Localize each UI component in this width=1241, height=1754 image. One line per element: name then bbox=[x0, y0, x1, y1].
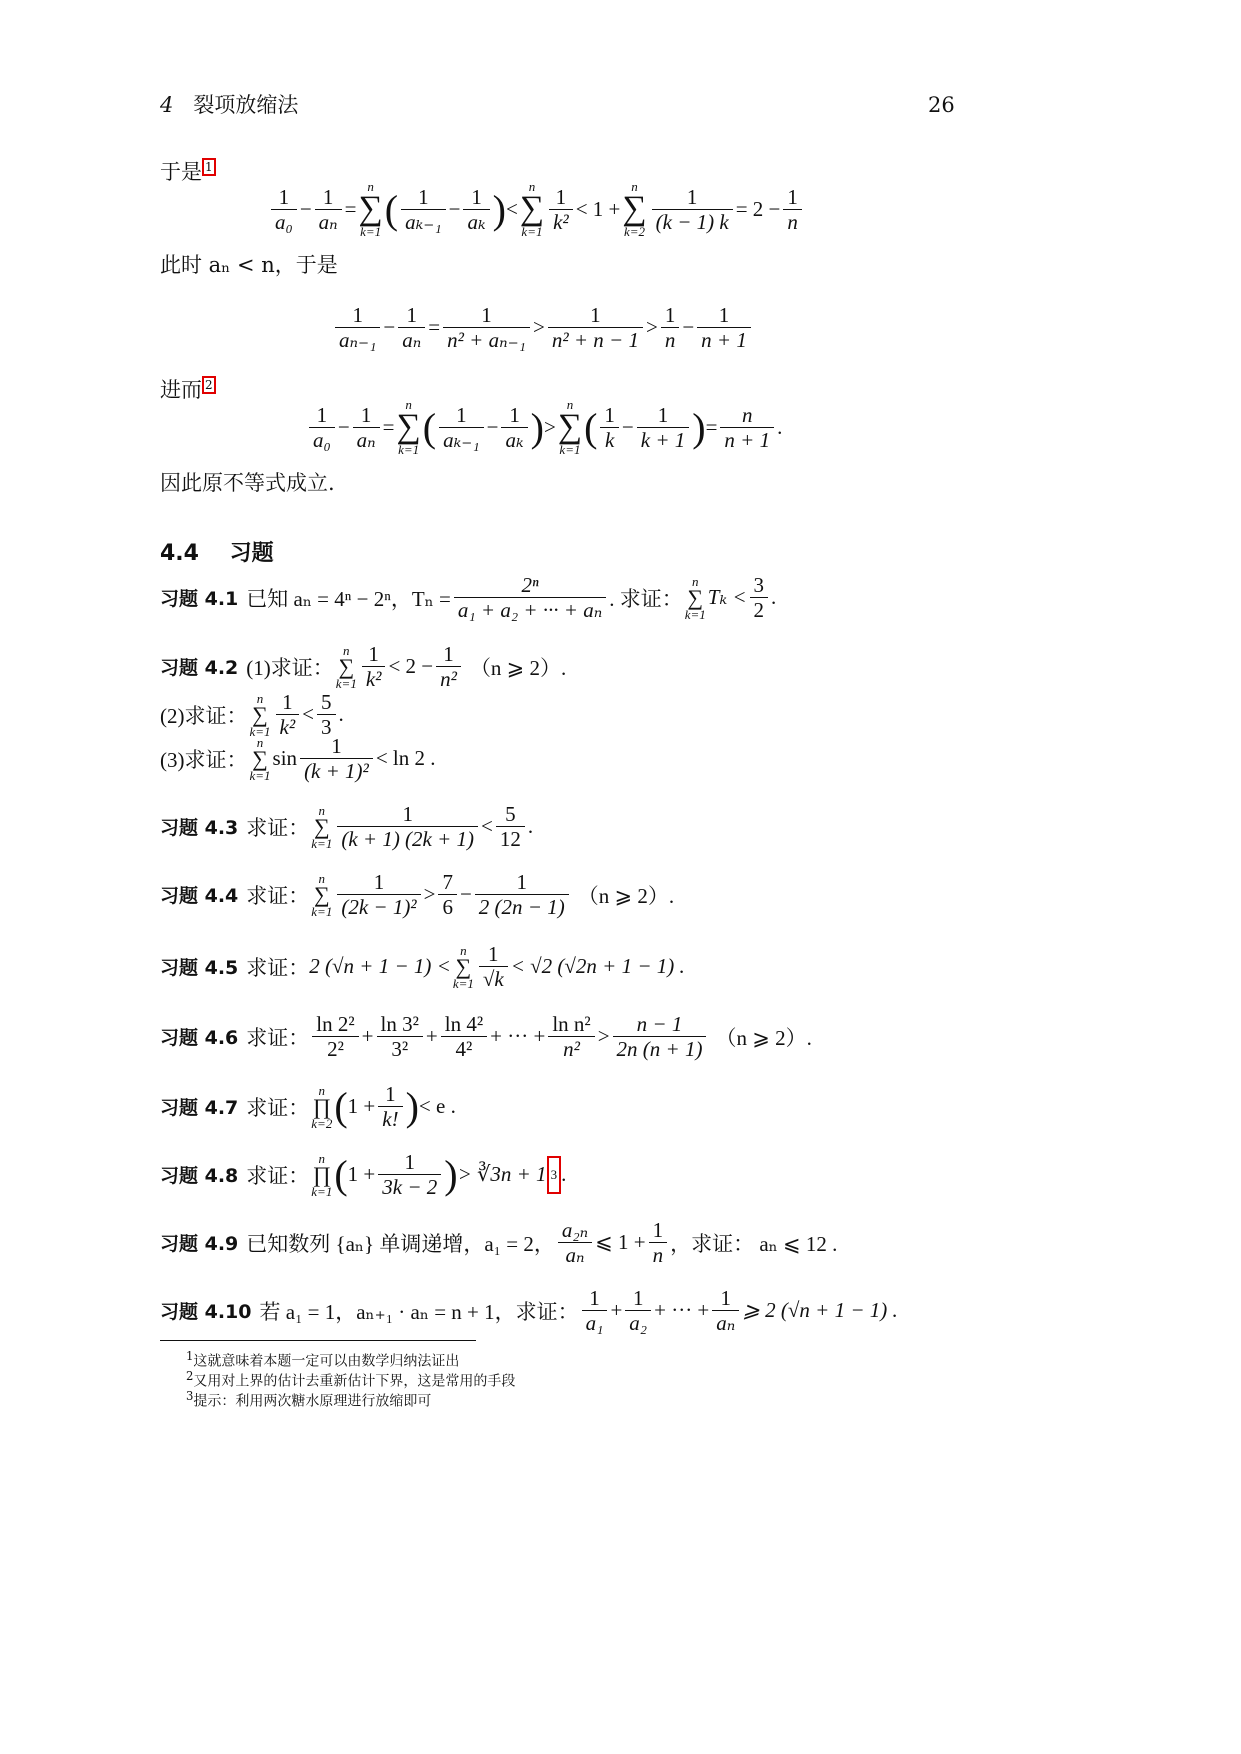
exercise-label: 习题 4.7 bbox=[160, 1097, 239, 1119]
frac-den: aₖ bbox=[505, 427, 524, 452]
frac-num: 1 bbox=[649, 1218, 668, 1243]
footnote-number: 1 bbox=[186, 1349, 194, 1363]
frac-num: 1 bbox=[353, 403, 380, 428]
exercise-text: （n ⩾ 2）. bbox=[715, 1025, 812, 1050]
frac-den: aₙ bbox=[318, 209, 338, 234]
sum-bottom: k=1 bbox=[521, 224, 543, 239]
frac-den: a₀ bbox=[313, 427, 331, 452]
sum-top: n bbox=[318, 870, 326, 886]
frac-den: k² bbox=[553, 209, 569, 234]
running-header bbox=[160, 92, 298, 118]
frac-den: n bbox=[664, 328, 676, 352]
frac-num: 1 bbox=[398, 303, 425, 328]
sum-bottom: k=1 bbox=[559, 442, 581, 457]
exercise-text: （n ⩾ 2）. bbox=[469, 655, 567, 680]
sum-bottom: k=2 bbox=[623, 224, 646, 239]
exercise-text: < 2 − bbox=[388, 654, 434, 678]
frac-den: 12 bbox=[499, 827, 521, 851]
sum-bottom: k=1 bbox=[249, 723, 271, 739]
frac-den: a₂ bbox=[629, 1311, 648, 1335]
sum-top: n bbox=[343, 642, 350, 658]
frac-num: 7 bbox=[438, 870, 457, 895]
frac-den: aₙ bbox=[716, 1311, 736, 1335]
frac-num: 5 bbox=[496, 802, 525, 827]
para-conclusion: 因此原不等式成立. bbox=[160, 471, 335, 495]
frac-den: a₀ bbox=[275, 209, 293, 234]
exercise-label: 习题 4.6 bbox=[160, 1027, 239, 1049]
frac-den: a₁ bbox=[585, 1311, 604, 1335]
exercise-label: 习题 4.8 bbox=[160, 1165, 239, 1187]
exercise-4-2: 习题 4.2 (1)求证： n ∑ k=1 $\frac{1}{\text{k²}}$ < 2 − $\frac{1}{\text{n²}}$ （n ⩾ 2）. bbox=[160, 642, 567, 691]
para-further bbox=[160, 376, 216, 403]
footnote-ref-3[interactable]: 3 bbox=[547, 1156, 562, 1194]
sum-bottom: k=1 bbox=[249, 767, 271, 783]
frac-den: n² + aₙ₋₁ bbox=[447, 328, 526, 352]
frac-den: n² bbox=[440, 667, 457, 691]
footnote-3 bbox=[186, 1386, 431, 1412]
exercise-label: 习题 4.1 bbox=[160, 588, 239, 610]
frac-den: 3k − 2 bbox=[382, 1175, 438, 1199]
exercise-text: (2)求证： bbox=[160, 703, 248, 728]
exercise-text: 已知数列 {aₙ} 单调递增，a₁ = 2， bbox=[246, 1231, 555, 1256]
frac-num: a₂ₙ bbox=[558, 1218, 592, 1243]
para-then: 此时 aₙ < n，于是 bbox=[160, 253, 338, 277]
frac-num: 1 bbox=[625, 1286, 651, 1311]
frac-den: k² bbox=[279, 715, 296, 739]
frac-num: 1 bbox=[439, 403, 484, 428]
exercise-label: 习题 4.5 bbox=[160, 957, 239, 979]
frac-num: ln 2² bbox=[312, 1012, 358, 1037]
frac-num: 2ⁿ bbox=[454, 573, 606, 598]
exercise-4-1: 习题 4.1 已知 aₙ = 4ⁿ − 2ⁿ，Tₙ = $\frac{\text{2ⁿ}}{\text{a₁ + a₂ + ··· + aₙ}}$ . 求证： n ∑ k=1 Tₖ < $\frac{3}{2}$ . bbox=[160, 573, 777, 622]
sum-bottom: k=1 bbox=[452, 975, 474, 991]
exercise-4-4: 习题 4.4 求证： n ∑ k=1 $\frac{1}{\text{(2k − 1)²}}$ > $\frac{7}{6}$ − $\frac{1}{2 (2n - 1)}$ （n ⩾ 2）. bbox=[160, 870, 675, 919]
exercise-4-8: 习题 4.8 求证： n ∏ k=1 ( 1 + $\frac{1}{3k - 2}$ ) > ∛3n + 1 3 . bbox=[160, 1150, 567, 1199]
frac-num: 1 bbox=[600, 403, 619, 428]
footnote-text: 又用对上界的估计去重新估计下界，这是常用的手段 bbox=[193, 1373, 516, 1390]
frac-num: 5 bbox=[317, 690, 336, 715]
frac-den: 2 (2n − 1) bbox=[478, 895, 565, 919]
frac-den: k² bbox=[365, 667, 382, 691]
frac-num: ln 3² bbox=[377, 1012, 423, 1037]
frac-num: 1 bbox=[443, 303, 530, 328]
sum-top: n bbox=[318, 1082, 326, 1098]
footnote-text: 这就意味着本题一定可以由数学归纳法证出 bbox=[193, 1353, 460, 1370]
relation: = 2 − bbox=[735, 196, 781, 221]
frac-num: 1 bbox=[783, 185, 802, 210]
exercise-label: 习题 4.2 bbox=[160, 657, 239, 679]
sum-top: n bbox=[405, 397, 412, 412]
exercise-4-2-part2: (2)求证： n ∑ k=1 $\frac{1}{\text{k²}}$ < $\frac{5}{3}$ . bbox=[160, 690, 344, 739]
exercise-text: 求证： bbox=[246, 883, 310, 908]
section-number: 4.4 bbox=[160, 541, 199, 566]
frac-num: 1 bbox=[362, 642, 386, 667]
frac-num: 1 bbox=[337, 870, 420, 895]
frac-num: 1 bbox=[549, 185, 573, 210]
exercise-4-2-part3: (3)求证： n ∑ k=1 sin $\frac{1}{\text{(k + 1)²}}$ < ln 2 . bbox=[160, 734, 436, 783]
sum-bottom: k=1 bbox=[684, 606, 706, 622]
exercise-text: < bbox=[302, 702, 315, 726]
frac-num: 1 bbox=[335, 303, 380, 328]
frac-den: 6 bbox=[442, 895, 453, 919]
frac-num: 1 bbox=[582, 1286, 608, 1311]
exercise-label: 习题 4.9 bbox=[160, 1233, 239, 1255]
frac-num: ln n² bbox=[548, 1012, 594, 1037]
footnote-number: 3 bbox=[186, 1389, 194, 1403]
exercise-text: 求证： bbox=[246, 1025, 310, 1050]
sum-top: n bbox=[256, 690, 264, 706]
equation-1: $\frac{1}{\text{a₀}}$ − $\frac{1}{\text{aₙ}}$ = n ∑ k=1 ( $\frac{1}{\text{aₖ₋₁}}$ − $\frac{1}{\text{aₖ}}$ ) < n ∑ k=1 $\frac{1}{\text{k²}}$ < 1 + n ∑ k=2 $\frac{1}{(k - 1) k}$ = 2 − $\frac{1}{n}$ bbox=[268, 180, 805, 238]
exercise-4-7: 习题 4.7 求证： n ∏ k=2 ( 1 + $\frac{1}{k!}$ ) < e . bbox=[160, 1082, 456, 1131]
frac-den: aₖ₋₁ bbox=[443, 427, 480, 452]
sum-bottom: k=1 bbox=[398, 442, 420, 457]
exercise-4-9 bbox=[160, 1218, 837, 1267]
footnote-rule bbox=[160, 1340, 476, 1341]
sum-bottom: k=2 bbox=[311, 1115, 333, 1131]
exercise-text: 求证： bbox=[246, 1163, 310, 1188]
frac-den: 2 bbox=[753, 598, 765, 622]
frac-num: 1 bbox=[378, 1082, 402, 1107]
frac-num: 1 bbox=[401, 185, 446, 210]
frac-den: 3 bbox=[321, 715, 332, 739]
frac-den: aₙ bbox=[402, 328, 422, 352]
frac-num: n − 1 bbox=[613, 1012, 707, 1037]
exercise-text: ，求证： aₙ ⩽ 12 . bbox=[670, 1231, 838, 1256]
frac-den: 3² bbox=[391, 1037, 409, 1061]
frac-den: (k + 1)² bbox=[304, 759, 369, 783]
exercise-4-3: 习题 4.3 求证： n ∑ k=1 $\frac{1}{(k + 1) (2k + 1)}$ < $\frac{5}{12}$ . bbox=[160, 802, 534, 851]
exercise-text: （n ⩾ 2）. bbox=[577, 883, 675, 908]
exercise-text: ⩾ 2 (√n + 1 − 1) . bbox=[742, 1298, 898, 1322]
exercise-text: > ∛3n + 1 bbox=[457, 1162, 547, 1186]
exercise-text: . 求证： bbox=[609, 586, 683, 611]
sum-top: n bbox=[367, 179, 374, 194]
frac-den: aₖ₋₁ bbox=[405, 209, 442, 234]
chapter-number: 4 bbox=[160, 93, 174, 117]
equation-2: $\frac{1}{\text{aₙ₋₁}}$ − $\frac{1}{\text{aₙ}}$ = $\frac{1}{\text{n² + aₙ₋₁}}$ > $\frac{1}{\text{n² + n − 1}}$ > $\frac{1}{n}$ − $\frac{1}{n + 1}$ bbox=[332, 303, 754, 352]
frac-num: n bbox=[720, 403, 774, 428]
para-text: 进而 bbox=[160, 378, 202, 402]
footnote-ref-2[interactable]: 2 bbox=[202, 376, 216, 394]
frac-num: 1 bbox=[300, 734, 373, 759]
exercise-text: < e . bbox=[418, 1094, 456, 1118]
exercise-text: (3)求证： bbox=[160, 747, 248, 772]
sum-bottom: k=1 bbox=[360, 224, 382, 239]
frac-num: 1 bbox=[315, 185, 342, 210]
exercise-text: < √2 (√2n + 1 − 1) . bbox=[510, 954, 685, 978]
sum-bottom: k=1 bbox=[335, 675, 357, 691]
relation: < bbox=[505, 196, 518, 221]
relation: < bbox=[481, 814, 493, 838]
frac-den: aₖ bbox=[467, 209, 486, 234]
frac-num: 1 bbox=[436, 642, 461, 667]
frac-den: aₙ bbox=[565, 1243, 585, 1267]
chapter-title: 裂项放缩法 bbox=[193, 93, 299, 117]
exercise-text: 若 a₁ = 1，aₙ₊₁ · aₙ = n + 1，求证： bbox=[259, 1299, 579, 1324]
sum-bottom: k=1 bbox=[311, 835, 333, 851]
frac-num: 1 bbox=[637, 403, 690, 428]
frac-num: 1 bbox=[712, 1286, 739, 1311]
exercise-label: 习题 4.10 bbox=[160, 1301, 252, 1323]
frac-num: 3 bbox=[750, 573, 769, 598]
frac-den: (k − 1) k bbox=[655, 209, 729, 234]
exercise-text: 求证： bbox=[246, 815, 310, 840]
frac-den: aₙ bbox=[356, 427, 376, 452]
relation: > bbox=[423, 882, 436, 906]
equation-3: $\frac{1}{\text{a₀}}$ − $\frac{1}{\text{aₙ}}$ = n ∑ k=1 ( $\frac{1}{\text{aₖ₋₁}}$ − $\frac{1}{\text{aₖ}}$ ) > n ∑ k=1 ( $\frac{1}{k}$ − $\frac{1}{k + 1}$ ) = $\frac{n}{n + 1}$ . bbox=[306, 398, 782, 456]
frac-den: n² + n − 1 bbox=[551, 328, 639, 352]
frac-num: 1 bbox=[697, 303, 751, 328]
exercise-text: 求证： bbox=[246, 1095, 310, 1120]
sum-top: n bbox=[528, 179, 536, 194]
sum-top: n bbox=[318, 802, 326, 818]
frac-den: n bbox=[787, 209, 798, 234]
exercise-text: 求证： bbox=[246, 955, 310, 980]
frac-num: 1 bbox=[276, 690, 300, 715]
footnote-ref-1[interactable]: 1 bbox=[202, 158, 216, 176]
footnote-number: 2 bbox=[186, 1369, 194, 1383]
frac-num: 1 bbox=[309, 403, 335, 428]
frac-num: 1 bbox=[479, 942, 508, 967]
frac-den: k bbox=[604, 427, 615, 452]
frac-num: 1 bbox=[548, 303, 643, 328]
frac-num: 1 bbox=[271, 185, 297, 210]
frac-den: (2k − 1)² bbox=[341, 895, 417, 919]
frac-num: ln 4² bbox=[441, 1012, 487, 1037]
frac-den: 2² bbox=[327, 1037, 344, 1061]
page-number: 26 bbox=[928, 93, 955, 117]
frac-num: 1 bbox=[501, 403, 527, 428]
frac-num: 1 bbox=[337, 802, 478, 827]
section-heading bbox=[160, 536, 274, 567]
frac-den: aₙ₋₁ bbox=[339, 328, 377, 352]
frac-num: 1 bbox=[661, 303, 680, 328]
frac-den: n + 1 bbox=[724, 427, 771, 452]
sum-top: n bbox=[318, 1150, 326, 1166]
exercise-4-6: 习题 4.6 求证： $\frac{\text{ln 2²}}{\text{2²}}$ + $\frac{\text{ln 3²}}{\text{3²}}$ + $\frac{\text{ln 4²}}{\text{4²}}$ + ··· + $\frac{\text{ln n²}}{\text{n²}}$ > $\frac{n - 1}{2n (n + 1)}$ （n ⩾ 2）. bbox=[160, 1012, 812, 1061]
frac-den: k + 1 bbox=[640, 427, 686, 452]
para-text: 于是 bbox=[160, 160, 202, 184]
frac-den: √k bbox=[482, 967, 504, 991]
frac-num: 1 bbox=[652, 185, 733, 210]
exercise-text: (1)求证： bbox=[246, 655, 334, 680]
frac-num: 1 bbox=[463, 185, 489, 210]
exercise-text: ⩽ 1 + bbox=[595, 1230, 646, 1254]
exercise-label: 习题 4.3 bbox=[160, 817, 239, 839]
frac-den: n bbox=[652, 1243, 664, 1267]
exercise-4-10: 习题 4.10 若 a₁ = 1，aₙ₊₁ · aₙ = n + 1，求证： $\frac{1}{\text{a₁}}$ + $\frac{1}{\text{a₂}}$ + ··· + $\frac{1}{\text{aₙ}}$ ⩾ 2 (√n + 1 − 1) . bbox=[160, 1286, 898, 1335]
sum-top: n bbox=[566, 397, 574, 412]
frac-den: n² bbox=[563, 1037, 580, 1061]
relation: < 1 + bbox=[575, 196, 621, 221]
frac-den: 2n (n + 1) bbox=[616, 1037, 703, 1061]
sum-bottom: k=1 bbox=[311, 1183, 333, 1199]
frac-den: a₁ + a₂ + ··· + aₙ bbox=[457, 598, 603, 622]
para-thus bbox=[160, 158, 216, 185]
frac-num: 1 bbox=[378, 1150, 441, 1175]
frac-den: n + 1 bbox=[701, 328, 747, 352]
sum-bottom: k=1 bbox=[311, 903, 333, 919]
frac-den: k! bbox=[382, 1107, 399, 1131]
frac-den: (k + 1) (2k + 1) bbox=[341, 827, 475, 851]
exercise-text: 已知 aₙ = 4ⁿ − 2ⁿ，Tₙ = bbox=[246, 586, 451, 611]
section-title: 习题 bbox=[229, 541, 274, 566]
sum-top: n bbox=[256, 734, 264, 750]
exercise-text: 2 (√n + 1 − 1) < bbox=[309, 954, 451, 978]
sum-top: n bbox=[631, 179, 638, 194]
frac-num: 1 bbox=[475, 870, 569, 895]
sum-top: n bbox=[460, 942, 467, 958]
frac-den: 4² bbox=[455, 1037, 473, 1061]
exercise-4-5: 习题 4.5 求证： 2 (√n + 1 − 1) < n ∑ k=1 $\frac{1}{√k}$ < √2 (√2n + 1 − 1) . bbox=[160, 942, 685, 991]
footnote-text: 提示：利用两次糖水原理进行放缩即可 bbox=[193, 1393, 432, 1410]
sum-top: n bbox=[692, 573, 699, 589]
exercise-label: 习题 4.4 bbox=[160, 885, 239, 907]
exercise-text: < ln 2 . bbox=[375, 746, 436, 770]
exercise-text: Tₖ < bbox=[707, 585, 747, 609]
exercise-text: sin bbox=[272, 746, 298, 770]
